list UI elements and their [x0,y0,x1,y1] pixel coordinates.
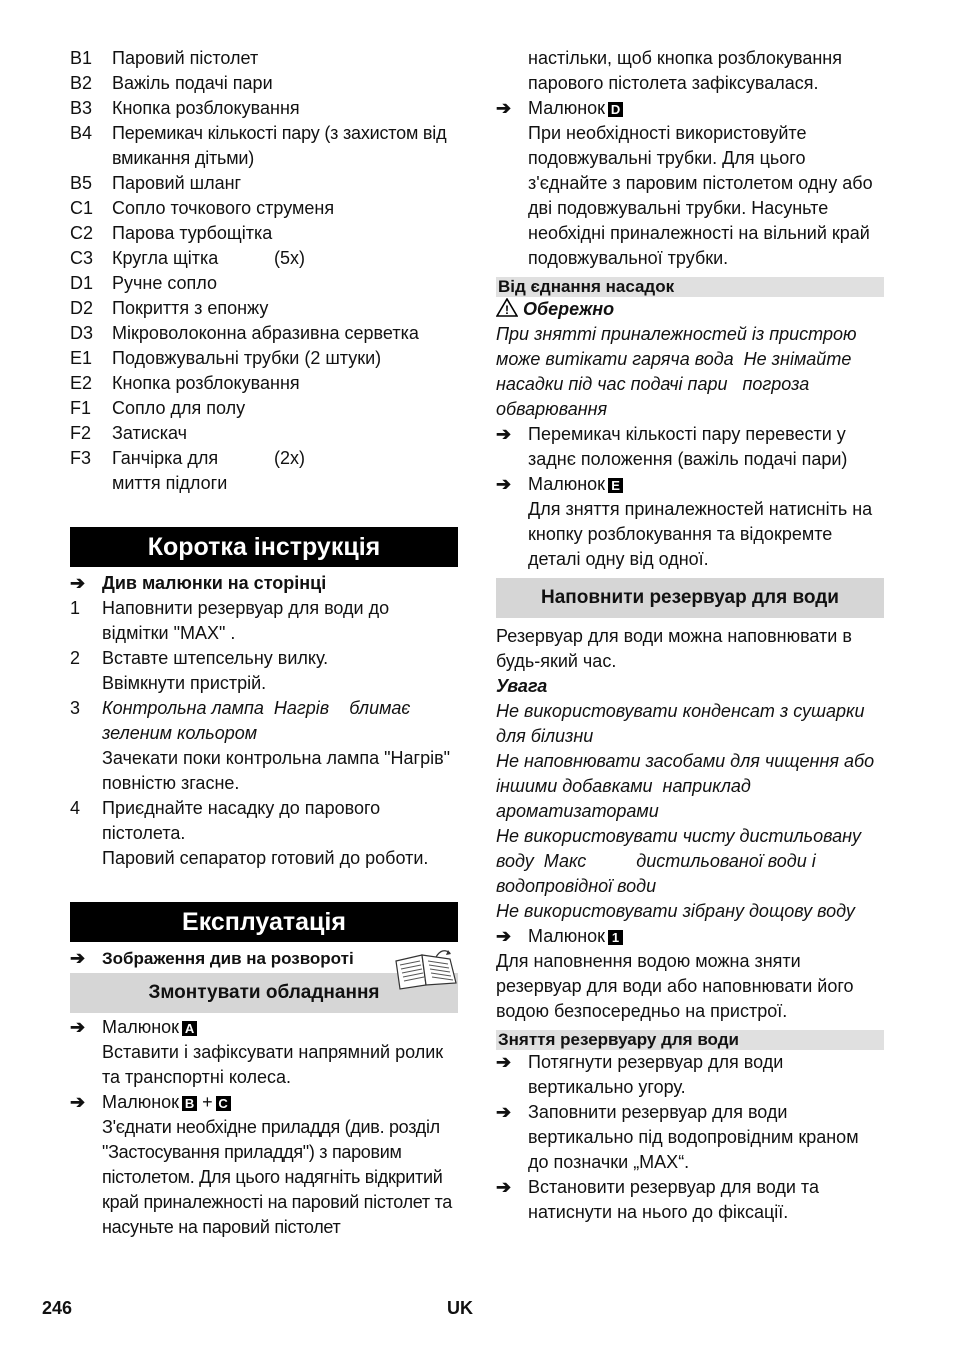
arrow-icon: ➔ [496,1177,512,1197]
figure-label: Малюнок [102,1017,180,1037]
step-3b: Зачекати поки контрольна лампа "Нагрів" повністю згасне. [102,748,451,793]
part-code: E2 [70,373,93,393]
part-text: Перемикач кількості пару (з захистом від вмикання дітьми) [112,123,447,168]
note-2: Не наповнювати засобами для чищення або іншими добавками наприклад ароматизаторами [496,751,880,821]
part-code: C3 [70,248,94,268]
figure-c-badge: C [216,1096,231,1111]
remove-text-3: Встановити резервуар для води та натиснути на нього до фіксації. [528,1177,819,1222]
note-1: Не використовувати конденсат з сушарки для білизни [496,701,865,746]
arrow-icon: ➔ [70,1017,86,1037]
parts-list [70,46,458,496]
part-code: B5 [70,173,93,193]
step-number: 3 [70,698,81,718]
part-code: E1 [70,348,93,368]
note-3: Не використовувати чисту дистильовану воду Макс дистильованої води і водопровідної води [496,826,867,896]
step-4b: Паровий сепаратор готовий до роботи. [102,848,429,868]
step-text [102,796,458,871]
figure-e-step [496,472,884,572]
arrow-icon: ➔ [496,474,512,494]
list-item [70,321,458,346]
plus-sign: + [202,1092,213,1112]
arrow-icon: ➔ [496,1052,512,1072]
step-2 [70,646,458,696]
step-text [102,1015,458,1090]
step-text [102,1090,458,1240]
part-text: Кнопка розблокування [112,373,300,393]
caution-heading [496,297,884,322]
list-item [70,121,458,171]
list-item [70,371,458,396]
step-4a: Приєднайте насадку до парового пістолета. [102,798,381,843]
part-code: F2 [70,423,92,443]
part-code: F1 [70,398,92,418]
part-text: Ручне сопло [112,273,218,293]
list-item [70,46,458,71]
images-text: Зображення див на розвороті [102,949,354,968]
list-item [70,296,458,321]
part-code: F3 [70,448,92,468]
step-4 [70,796,458,871]
list-item [70,96,458,121]
part-text: Сопло точкового струменя [112,198,335,218]
note-4: Не використовувати зібрану дощову воду [496,901,855,921]
step-text [102,646,328,696]
step-text [528,96,884,271]
arrow-icon: ➔ [496,1102,512,1122]
list-item [70,421,458,446]
continuation [496,46,884,96]
step-3 [70,696,458,796]
figure-label: Малюнок [528,474,606,494]
figure-bc-step [70,1090,458,1240]
step-text [528,924,623,949]
switch-text: Перемикач кількості пару перевести у заднє положення (важіль подачі пари) [528,424,848,469]
figure-e-text: Для зняття приналежностей натисніть на кнопку розблокування та відокремте деталі одну від одної. [528,499,873,569]
list-item [70,396,458,421]
list-item [70,171,458,196]
subsection-title-assemble: Змонтувати обладнання [70,973,458,1013]
figure-d-step [496,96,884,271]
part-text: Мікроволоконна абразивна серветка [112,323,419,343]
remove-step-2 [496,1100,884,1175]
arrow-icon: ➔ [70,1092,86,1112]
part-text: Кнопка розблокування [112,98,300,118]
note-label: Увага [496,676,548,696]
arrow-icon: ➔ [70,948,86,968]
caution-text: При знятті приналежностей із пристрою може витікати гаряча вода Не знімайте насадки під час подачі пари погроза обварювання [496,324,862,419]
figure-label: Малюнок [102,1092,180,1112]
figure-a-step [70,1015,458,1090]
remove-text-1: Потягнути резервуар для води вертикально угору. [528,1052,784,1097]
figure-d-text: При необхідності використовуйте подовжувальні трубки. Для цього з'єднайте з паровим пістолетом одну або дві подовжувальні трубки. Насуньте необхідні приналежності на вільний край подовжувальної трубки. [528,123,873,268]
figure-label: Малюнок [528,98,606,118]
part-text: Паровий шланг [112,173,242,193]
figure-e-badge: E [608,478,623,493]
arrow-icon: ➔ [70,573,86,593]
figure-bc-text: З'єднати необхідне приладдя (див. розділ "Застосування приладдя") з паровим пістолетом. Для цього надягніть відкритий край приналежності на паровий пістолет та насуньте на паровий пістолет [102,1117,452,1237]
remove-text-2: Заповнити резервуар для води вертикально під водопровідним краном до позначки „MAX“. [528,1102,859,1172]
part-text: Затискач [112,423,188,443]
part-quantity: (5x) [274,248,305,268]
arrow-icon: ➔ [496,424,512,444]
step-text: Наповнити резервуар для води до відмітки "MAX" . [102,598,390,643]
see-text: Див малюнки на сторінці [102,573,327,593]
open-book-icon [392,947,460,991]
caution-label: Обережно [523,299,615,319]
step-1 [70,596,458,646]
svg-text:!: ! [505,303,509,317]
part-code: D3 [70,323,94,343]
section-title-quick: Коротка інструкція [70,527,458,567]
remove-step-1 [496,1050,884,1100]
part-text: Подовжувальні трубки (2 штуки) [112,348,382,368]
language-code: UK [447,1298,473,1318]
step-number: 4 [70,798,81,818]
step-2b: Ввімкнути пристрій. [102,673,267,693]
list-item [70,221,458,246]
part-code: D2 [70,298,94,318]
arrow-icon: ➔ [496,926,512,946]
list-item [70,196,458,221]
step-2a: Вставте штепсельну вилку. [102,648,329,668]
step-text [528,472,884,572]
part-text: Парова турбощітка [112,223,273,243]
part-code: D1 [70,273,94,293]
figure-a-badge: A [182,1021,197,1036]
figure-1-text: Для наповнення водою можна зняти резервуар для води або наповнювати його водою безпосередньо на пристрої. [496,951,854,1021]
subsection-title-fill: Наповнити резервуар для води [496,578,884,618]
section-title-operation: Експлуатація [70,902,458,942]
figure-b-badge: B [182,1096,197,1111]
figure-d-badge: D [608,102,623,117]
step-3a: Контрольна лампа Нагрів блимає зеленим кольором [102,698,416,743]
part-code: B4 [70,123,93,143]
step-number: 1 [70,598,81,618]
indent [496,46,528,96]
step-number: 2 [70,648,81,668]
part-quantity: (2x) [274,448,305,468]
list-item [70,446,458,496]
page-number: 246 [42,1298,73,1318]
figure-1-badge: 1 [608,930,623,945]
warning-triangle-icon [496,298,518,317]
figure-label: Малюнок [528,926,606,946]
subsection-title-remove: Зняття резервуару для води [496,1030,884,1050]
part-code: B2 [70,73,93,93]
list-item [70,271,458,296]
left-column [70,46,458,1240]
figure-1-step [496,924,884,949]
fill-text: Резервуар для води можна наповнювати в будь-який час. [496,626,852,671]
part-code: C1 [70,198,94,218]
part-code: C2 [70,223,94,243]
part-text: Важіль подачі пари [112,73,273,93]
list-item [70,71,458,96]
see-figures [70,571,458,596]
switch-step [496,422,884,472]
right-column [496,46,884,1225]
figure-a-text: Вставити і зафіксувати напрямний ролик та транспортні колеса. [102,1042,444,1087]
part-code: B3 [70,98,93,118]
list-item [70,346,458,371]
list-item [70,246,458,271]
part-text: Ганчірка для миття підлоги [112,448,228,493]
part-text: Сопло для полу [112,398,246,418]
remove-step-3 [496,1175,884,1225]
part-text: Покриття з епонжу [112,298,269,318]
part-text: Паровий пістолет [112,48,259,68]
continuation-text: настільки, щоб кнопка розблокування парового пістолета зафіксувалася. [528,48,842,93]
part-text: Кругла щітка [112,248,219,268]
arrow-icon: ➔ [496,98,512,118]
step-text [102,696,458,796]
part-code: B1 [70,48,93,68]
subsection-title-detach: Від єднання насадок [496,277,884,297]
